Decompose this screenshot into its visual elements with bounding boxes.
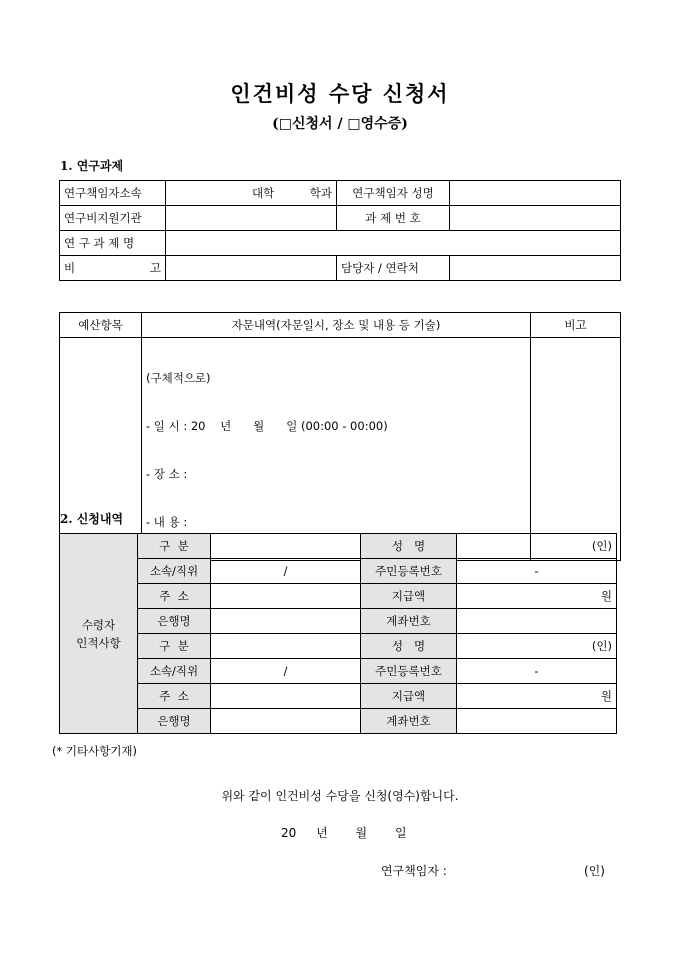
account-field[interactable] — [457, 709, 617, 734]
address-field[interactable] — [211, 684, 361, 709]
application-date — [281, 824, 407, 841]
category-field[interactable] — [211, 634, 361, 659]
remarks-field[interactable] — [166, 256, 337, 281]
application-statement: 위와 같이 인건비성 수당을 신청(영수)합니다. — [221, 789, 459, 803]
currency-unit: 원 — [600, 589, 612, 603]
bank-field[interactable] — [211, 709, 361, 734]
table-row — [60, 584, 617, 609]
affiliation-position-label: 소속/직위 — [138, 659, 211, 684]
table-row — [60, 634, 617, 659]
separator: / — [283, 664, 288, 678]
table-row — [60, 559, 617, 584]
department-label: 학과 — [309, 186, 332, 200]
pi-name-field[interactable] — [450, 181, 621, 206]
amount-field[interactable] — [457, 684, 617, 709]
account-label: 계좌번호 — [361, 709, 457, 734]
name-field[interactable] — [457, 534, 617, 559]
address-label: 주 소 — [138, 584, 211, 609]
amount-label: 지급액 — [361, 584, 457, 609]
personal-info-label: 인적사항 — [76, 635, 121, 650]
funding-agency-label: 연구비지원기관 — [60, 206, 166, 231]
address-field[interactable] — [211, 584, 361, 609]
funding-agency-field[interactable] — [166, 206, 337, 231]
category-field[interactable] — [211, 534, 361, 559]
separator: - — [534, 664, 539, 678]
budget-remarks-field[interactable] — [531, 338, 621, 561]
amount-field[interactable] — [457, 584, 617, 609]
account-label: 계좌번호 — [361, 609, 457, 634]
advisory-details-header: 자문내역(자문일시, 장소 및 내용 등 기술) — [142, 313, 531, 338]
separator: / — [283, 564, 288, 578]
amount-label: 지급액 — [361, 684, 457, 709]
project-number-field[interactable] — [450, 206, 621, 231]
table-row — [60, 231, 621, 256]
detail-line: - 일 시 : 20 년 월 일 (00:00 - 00:00) — [146, 419, 388, 433]
page-title: 인건비성 수당 신청서 — [230, 81, 450, 106]
category-label: 구 분 — [138, 534, 211, 559]
table-row — [60, 181, 621, 206]
budget-table — [59, 312, 621, 561]
bank-field[interactable] — [211, 609, 361, 634]
remarks-label — [60, 256, 166, 281]
table-row — [60, 256, 621, 281]
page-subtitle: (□신청서 / □영수증) — [272, 116, 408, 132]
date-month-unit: 월 — [355, 826, 368, 840]
category-label: 구 분 — [138, 634, 211, 659]
affiliation-label: 연구책임자소속 — [60, 181, 166, 206]
name-field[interactable] — [457, 634, 617, 659]
signer-label: 연구책임자 : — [381, 864, 447, 878]
table-row — [60, 313, 621, 338]
bank-label: 은행명 — [138, 709, 211, 734]
rrn-field[interactable] — [457, 559, 617, 584]
rrn-label: 주민등록번호 — [361, 559, 457, 584]
contact-field[interactable] — [450, 256, 621, 281]
advisory-details-field[interactable] — [142, 338, 531, 561]
table-row — [60, 709, 617, 734]
seal-mark: (인) — [591, 639, 612, 653]
table-row — [60, 206, 621, 231]
detail-line: - 장 소 : — [146, 467, 188, 481]
detail-line: - 내 용 : — [146, 515, 188, 529]
affiliation-position-label: 소속/직위 — [138, 559, 211, 584]
detail-line: (구체적으로) — [146, 371, 211, 385]
rrn-label: 주민등록번호 — [361, 659, 457, 684]
project-number-label: 과 제 번 호 — [337, 206, 450, 231]
bank-label: 은행명 — [138, 609, 211, 634]
recipient-table — [59, 533, 617, 734]
contact-label: 담당자 / 연락처 — [337, 256, 450, 281]
recipient-label: 수령자 — [81, 617, 116, 632]
remarks-label-left: 비 — [64, 261, 76, 275]
other-notes: (* 기타사항기재) — [52, 744, 138, 758]
table-row — [60, 534, 617, 559]
name-label: 성 명 — [361, 634, 457, 659]
table-row — [60, 609, 617, 634]
project-table — [59, 180, 621, 281]
pi-name-label: 연구책임자 성명 — [337, 181, 450, 206]
budget-remarks-header: 비고 — [531, 313, 621, 338]
date-year-prefix: 20 — [281, 826, 297, 840]
affiliation-position-field[interactable] — [211, 659, 361, 684]
date-year-unit: 년 — [316, 826, 328, 840]
project-title-field[interactable] — [166, 231, 621, 256]
seal-mark: (인) — [591, 539, 612, 553]
project-title-label: 연 구 과 제 명 — [60, 231, 166, 256]
university-label: 대학 — [252, 186, 275, 200]
remarks-label-right: 고 — [149, 261, 161, 275]
name-label: 성 명 — [361, 534, 457, 559]
table-row — [60, 338, 621, 561]
affiliation-position-field[interactable] — [211, 559, 361, 584]
recipient-group-label — [60, 534, 138, 734]
section2-heading: 2. 신청내역 — [60, 512, 124, 526]
table-row — [60, 659, 617, 684]
address-label: 주 소 — [138, 684, 211, 709]
account-field[interactable] — [457, 609, 617, 634]
currency-unit: 원 — [600, 689, 612, 703]
table-row — [60, 684, 617, 709]
budget-item-header: 예산항목 — [60, 313, 142, 338]
rrn-field[interactable] — [457, 659, 617, 684]
signer-seal: (인) — [584, 864, 605, 878]
budget-item-field[interactable] — [60, 338, 142, 561]
section1-heading: 1. 연구과제 — [60, 159, 124, 173]
separator: - — [534, 564, 539, 578]
date-day-unit: 일 — [394, 826, 407, 840]
affiliation-field[interactable] — [166, 181, 337, 206]
